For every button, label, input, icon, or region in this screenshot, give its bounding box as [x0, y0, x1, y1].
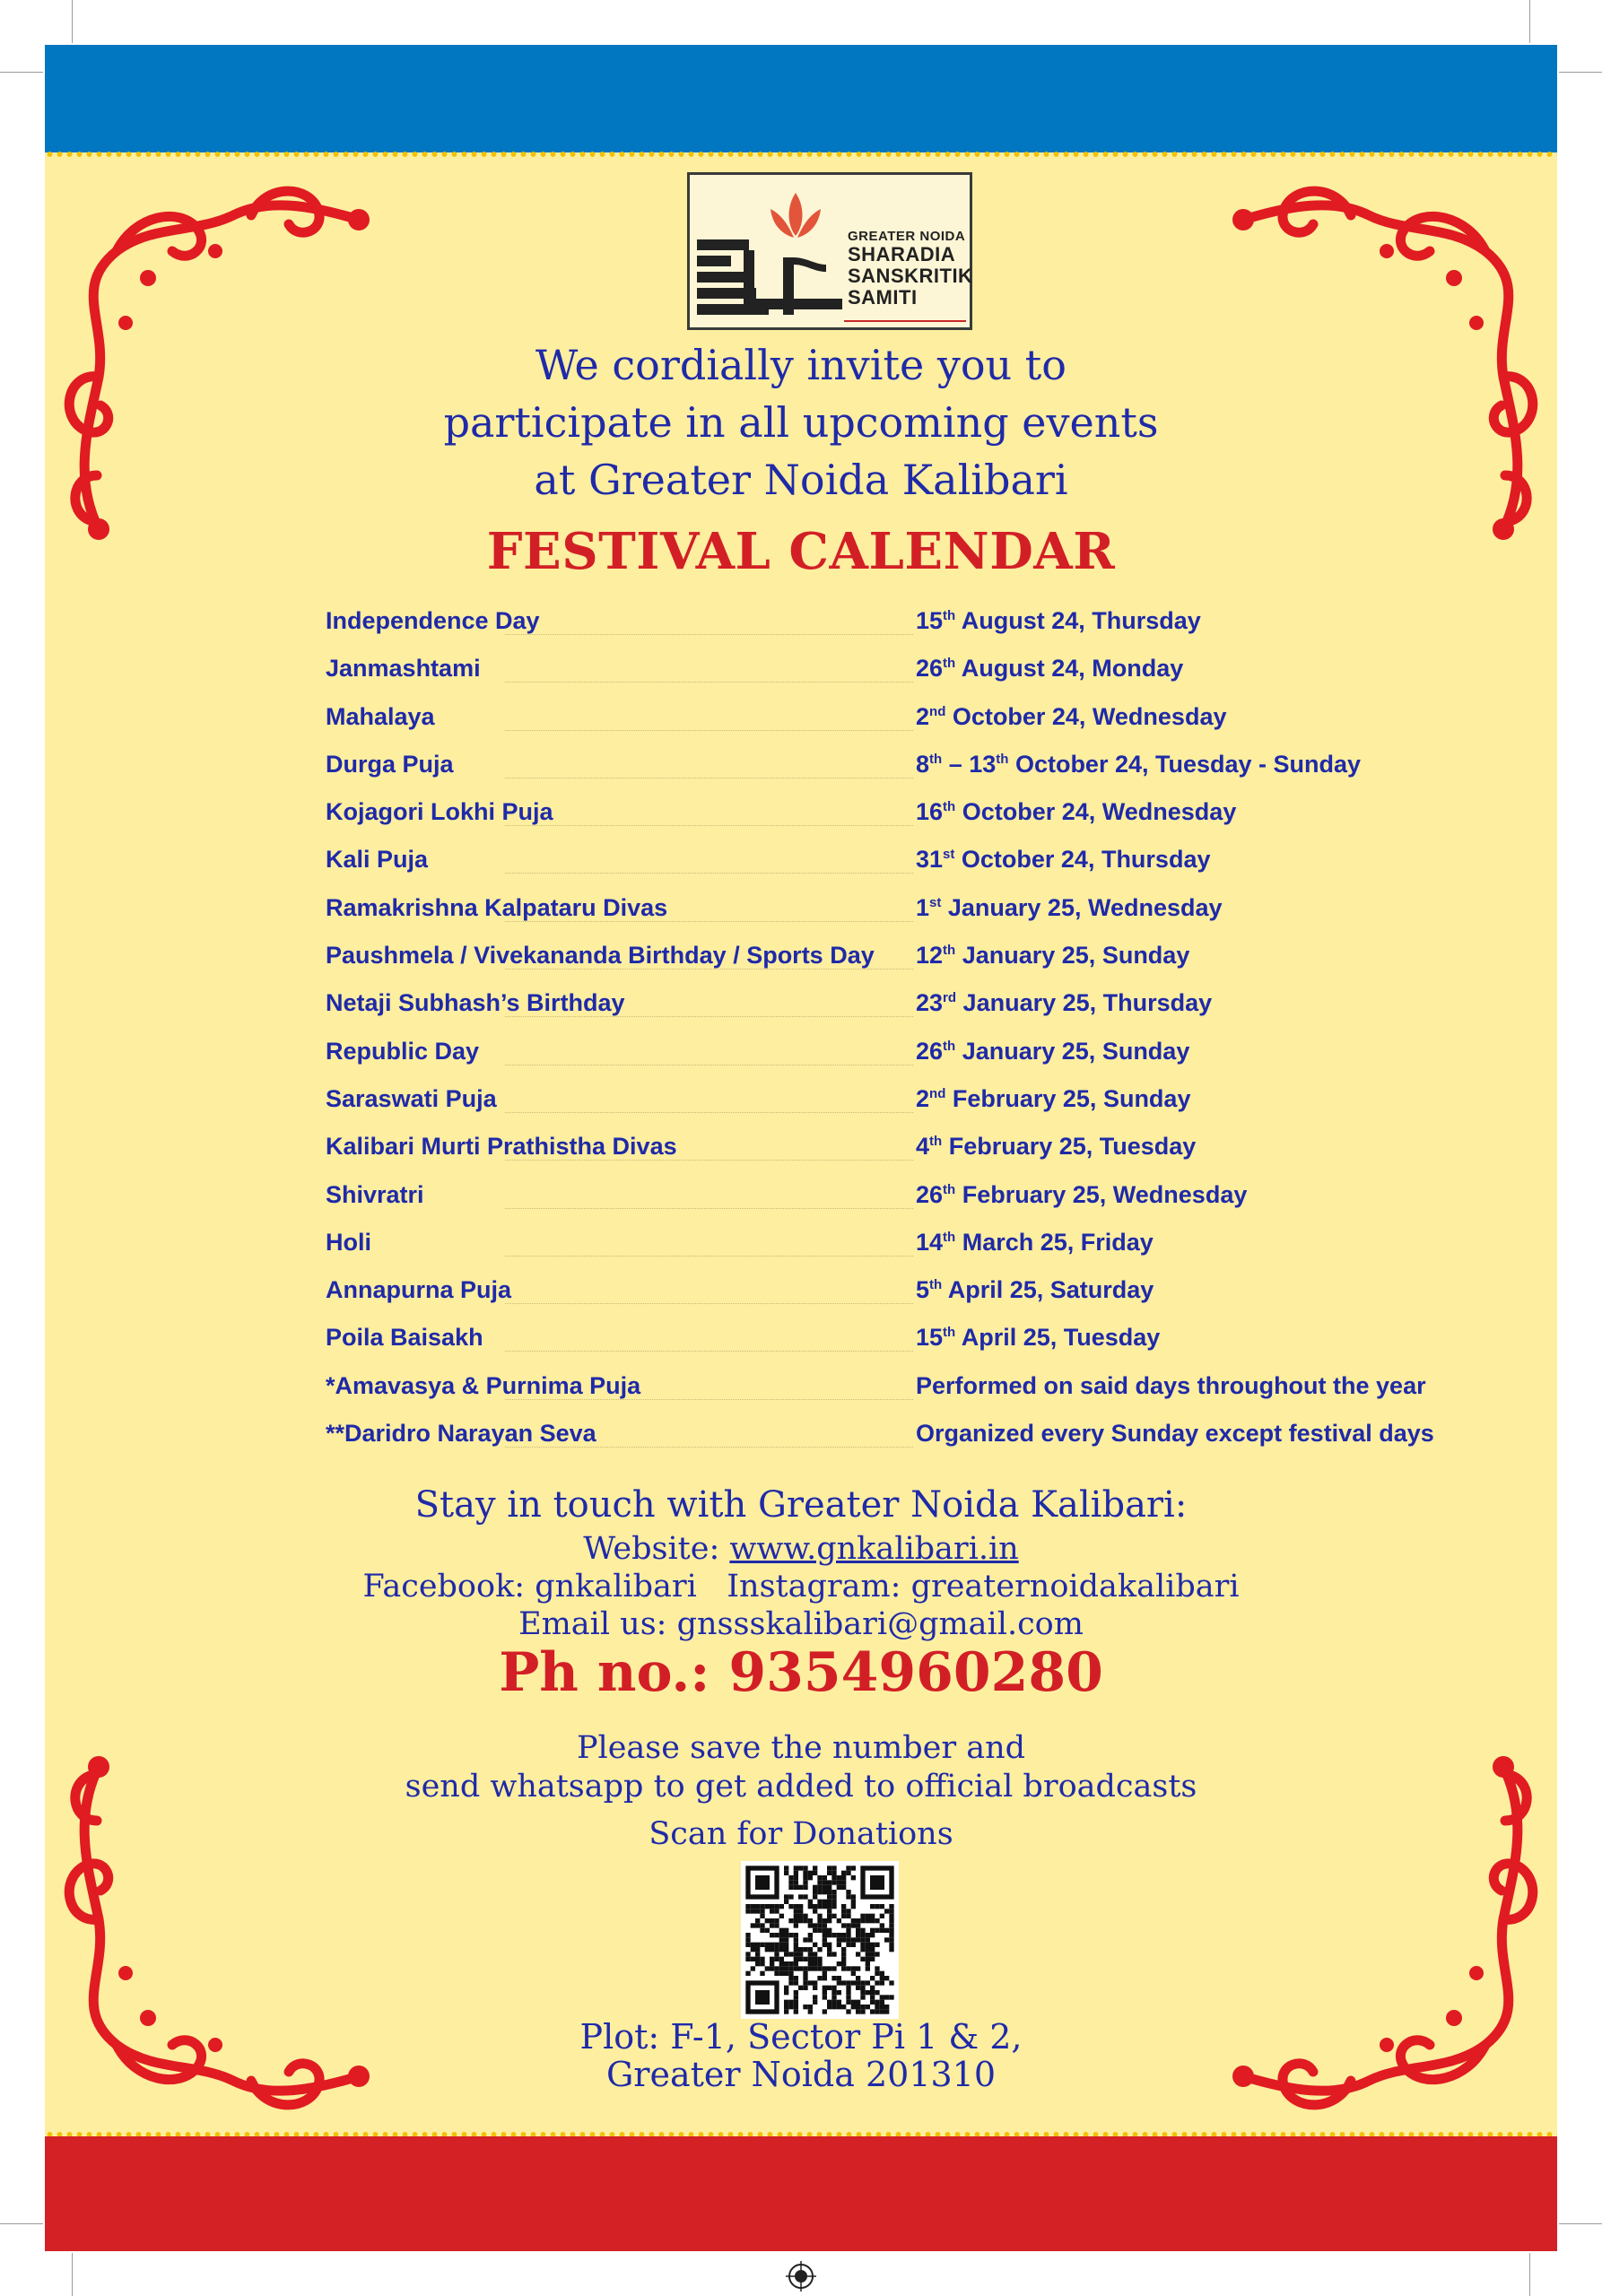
event-date-rest: January 25, Sunday	[955, 1037, 1190, 1065]
dotted-leader	[505, 1208, 913, 1209]
event-row	[326, 1363, 1492, 1411]
event-date	[916, 1229, 1154, 1257]
dotted-leader	[505, 1351, 913, 1352]
event-name: *Amavasya & Purnima Puja	[326, 1371, 641, 1399]
event-date-rest: October 24, Wednesday	[945, 702, 1227, 730]
event-date	[916, 989, 1212, 1017]
dotted-leader	[505, 730, 913, 731]
event-date	[916, 703, 1226, 731]
event-row	[326, 1267, 1492, 1315]
event-name: **Daridro Narayan Seva	[326, 1420, 596, 1448]
event-day-suffix: st	[943, 847, 955, 863]
event-row	[326, 885, 1492, 933]
event-row	[326, 1124, 1492, 1171]
invitation-text	[45, 336, 1557, 509]
website-label: Website:	[583, 1531, 730, 1567]
event-date-rest: Organized every Sunday except festival days	[916, 1420, 1434, 1448]
event-day: 26	[916, 655, 944, 683]
event-row	[326, 789, 1492, 837]
event-date-rest: January 25, Thursday	[956, 989, 1213, 1017]
event-day-suffix: st	[929, 894, 942, 910]
dotted-leader	[505, 1112, 913, 1113]
event-date-rest: February 25, Sunday	[945, 1084, 1191, 1112]
event-day: 16	[916, 798, 944, 826]
facebook-handle[interactable]: Facebook: gnkalibari	[362, 1569, 697, 1605]
dotted-leader	[505, 682, 913, 683]
save-number-note	[45, 1729, 1557, 1806]
address-line-2: Greater Noida 201310	[605, 2055, 997, 2094]
crop-mark	[1559, 2223, 1602, 2224]
event-date	[916, 1372, 1426, 1400]
event-row	[326, 694, 1492, 742]
event-name: Kalibari Murti Prathistha Divas	[326, 1133, 677, 1161]
event-day: 14	[916, 1228, 944, 1256]
event-date-rest: February 25, Wednesday	[955, 1180, 1248, 1208]
dotted-leader	[505, 634, 913, 635]
event-name: Saraswati Puja	[326, 1084, 497, 1112]
logo-underline	[844, 320, 966, 322]
event-date	[916, 798, 1236, 826]
event-name: Republic Day	[326, 1037, 480, 1065]
logo-line-3: SAMITI	[848, 286, 918, 309]
dotted-leader	[505, 1256, 913, 1257]
event-day-suffix: th	[943, 656, 956, 672]
event-date-rest: Performed on said days throughout the year	[916, 1371, 1426, 1399]
event-row	[326, 742, 1492, 789]
event-date-rest: April 25, Saturday	[942, 1276, 1154, 1304]
dotted-leader	[505, 873, 913, 874]
event-date	[916, 1324, 1160, 1352]
address-block	[45, 2018, 1557, 2093]
logo-small-line: GREATER NOIDA	[848, 229, 966, 244]
event-date-rest: October 24, Tuesday - Sunday	[1008, 750, 1362, 778]
event-day: 26	[916, 1180, 944, 1208]
event-day: 15	[916, 1324, 944, 1352]
event-date-rest: August 24, Monday	[955, 655, 1184, 683]
dotted-leader	[505, 825, 913, 826]
event-date-rest: October 24, Wednesday	[955, 798, 1237, 826]
invite-line-3: at Greater Noida Kalibari	[534, 456, 1068, 504]
event-day-suffix: th	[943, 1038, 956, 1054]
event-day-suffix: rd	[943, 990, 957, 1006]
event-name: Annapurna Puja	[326, 1276, 512, 1304]
contact-title: Stay in touch with Greater Noida Kalibari:	[414, 1484, 1188, 1526]
event-date	[916, 655, 1183, 683]
email-line[interactable]: Email us: gnssskalibari@gmail.com	[518, 1606, 1084, 1642]
event-day: 12	[916, 942, 944, 970]
event-day-range: – 13	[942, 750, 997, 778]
event-date	[916, 751, 1361, 778]
event-day: 2	[916, 702, 930, 730]
event-row	[326, 1172, 1492, 1220]
logo-line-2: SANSKRITIK	[848, 265, 973, 287]
event-day-suffix: th	[943, 1181, 956, 1197]
crop-mark	[1529, 2253, 1530, 2296]
website-line	[45, 1530, 1557, 1568]
event-day-suffix: th	[929, 751, 943, 767]
event-day-suffix: th	[943, 1229, 956, 1245]
event-name: Holi	[326, 1228, 371, 1256]
lotus-book-icon	[690, 175, 847, 327]
event-name: Durga Puja	[326, 750, 454, 778]
event-day-suffix: th	[943, 799, 956, 815]
contact-block	[45, 1480, 1557, 1643]
event-day-suffix: nd	[929, 1085, 946, 1101]
event-date	[916, 846, 1210, 874]
event-day: 23	[916, 989, 944, 1017]
event-date-rest: March 25, Friday	[955, 1228, 1154, 1256]
event-date	[916, 1133, 1196, 1161]
event-row	[326, 1315, 1492, 1362]
social-line	[45, 1568, 1557, 1605]
event-row	[326, 980, 1492, 1028]
flyer-page	[45, 45, 1557, 2251]
event-day-suffix: th	[929, 1134, 943, 1150]
event-day: 15	[916, 607, 944, 634]
event-date-rest: April 25, Tuesday	[955, 1324, 1161, 1352]
logo-text	[848, 229, 973, 309]
event-day: 8	[916, 750, 930, 778]
crop-mark	[72, 0, 73, 43]
event-day-suffix: th	[943, 608, 956, 623]
address-line-1: Plot: F-1, Sector Pi 1 & 2,	[579, 2017, 1023, 2057]
event-date-rest: February 25, Tuesday	[942, 1133, 1197, 1161]
event-date	[916, 1420, 1434, 1448]
website-link[interactable]: www.gnkalibari.in	[729, 1531, 1019, 1567]
bottom-red-band	[45, 2136, 1557, 2251]
invite-line-1: We cordially invite you to	[535, 341, 1067, 389]
event-date-rest: October 24, Thursday	[954, 846, 1211, 874]
event-day-suffix: nd	[929, 703, 946, 719]
event-row	[326, 933, 1492, 980]
crop-mark	[72, 2253, 73, 2296]
event-date	[916, 942, 1189, 970]
crop-mark	[1529, 0, 1530, 43]
event-name: Netaji Subhash’s Birthday	[326, 989, 625, 1017]
dotted-leader	[505, 1303, 913, 1304]
crop-mark	[0, 72, 43, 73]
event-day: 31	[916, 846, 944, 874]
event-day: 1	[916, 893, 930, 921]
event-row	[326, 1076, 1492, 1124]
event-row	[326, 837, 1492, 884]
event-row	[326, 646, 1492, 693]
event-name: Ramakrishna Kalpataru Divas	[326, 893, 668, 921]
event-name: Mahalaya	[326, 702, 435, 730]
invite-line-2: participate in all upcoming events	[443, 398, 1159, 447]
logo-line-1: SHARADIA	[848, 243, 956, 265]
samiti-logo	[687, 172, 972, 330]
event-name: Kojagori Lokhi Puja	[326, 798, 553, 826]
event-day-suffix: th	[943, 943, 956, 959]
event-day-suffix: th	[943, 1325, 956, 1341]
crop-mark	[1559, 72, 1602, 73]
instagram-handle[interactable]: Instagram: greaternoidakalibari	[727, 1569, 1240, 1605]
event-row	[326, 1411, 1492, 1458]
donation-qr-code[interactable]	[741, 1861, 899, 2019]
crop-mark	[0, 2223, 43, 2224]
event-row	[326, 1220, 1492, 1267]
calendar-title: FESTIVAL CALENDAR	[486, 522, 1116, 581]
event-date	[916, 1085, 1190, 1113]
phone-number: Ph no.: 9354960280	[499, 1641, 1103, 1704]
event-day: 2	[916, 1084, 930, 1112]
event-name: Shivratri	[326, 1180, 424, 1208]
donation-label: Scan for Donations	[649, 1816, 953, 1852]
registration-mark-icon	[786, 2261, 816, 2292]
event-date	[916, 1181, 1247, 1209]
event-day: 4	[916, 1133, 930, 1161]
save-note-line-1: Please save the number and	[576, 1730, 1026, 1766]
event-row	[326, 598, 1492, 646]
events-list	[326, 598, 1492, 1458]
event-name: Poila Baisakh	[326, 1324, 483, 1352]
event-date	[916, 894, 1223, 922]
event-date-rest: January 25, Wednesday	[941, 893, 1223, 921]
top-dotted-border	[45, 151, 1557, 158]
event-day-suffix: th	[996, 751, 1009, 767]
event-name: Kali Puja	[326, 846, 429, 874]
event-day: 26	[916, 1037, 944, 1065]
save-note-line-2: send whatsapp to get added to official broadcasts	[405, 1769, 1197, 1805]
event-day: 5	[916, 1276, 930, 1304]
top-blue-band	[45, 45, 1557, 152]
event-date-rest: January 25, Sunday	[955, 942, 1190, 970]
event-name: Paushmela / Vivekananda Birthday / Sports Day	[326, 942, 875, 970]
event-name: Independence Day	[326, 607, 540, 634]
event-row	[326, 1029, 1492, 1076]
event-name: Janmashtami	[326, 655, 481, 683]
event-date	[916, 1276, 1154, 1304]
event-date-rest: August 24, Thursday	[955, 607, 1201, 634]
event-day-suffix: th	[929, 1277, 943, 1293]
event-date	[916, 607, 1201, 635]
event-date	[916, 1038, 1189, 1065]
